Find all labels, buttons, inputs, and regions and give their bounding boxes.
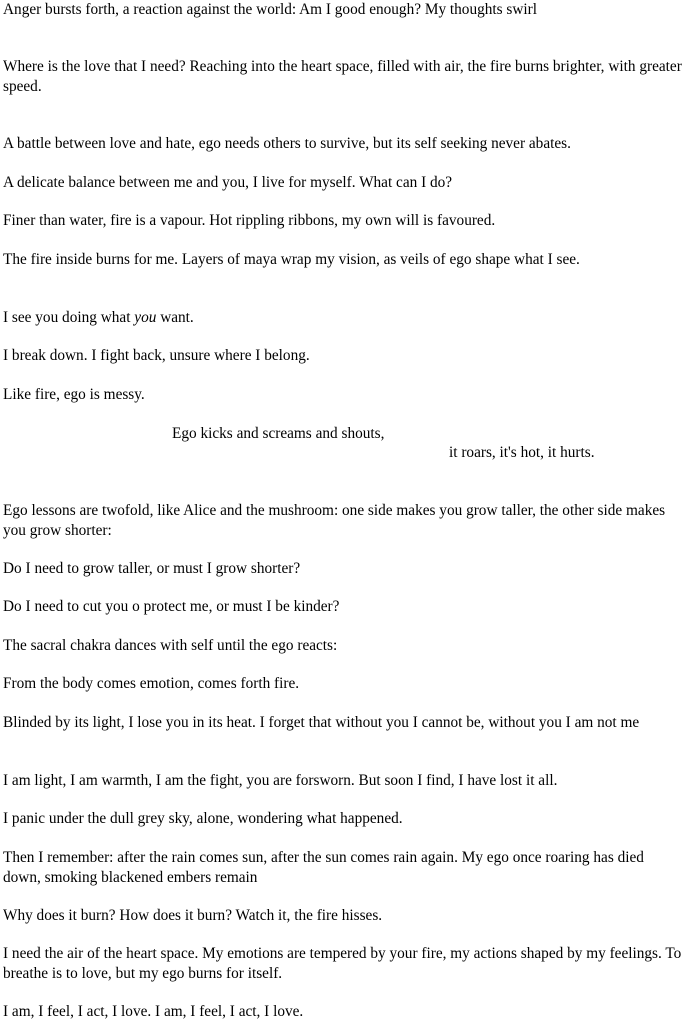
poem-paragraph-19: I panic under the dull grey sky, alone, wondering what happened. <box>3 810 403 827</box>
poem-paragraph-4: A delicate balance between me and you, I live for myself. What can I do? <box>3 174 453 191</box>
poem-paragraph-17: Blinded by its light, I lose you in its heat. I forget that without you I cannot be, without you I am not me <box>3 714 640 731</box>
poem-paragraph-22: I need the air of the heart space. My emotions are tempered by your fire, my actions shaped by my feelings. To breathe is to love, but my ego burns for itself. <box>3 945 682 982</box>
poem-paragraph-14: Do I need to cut you o protect me, or must I be kinder? <box>3 598 340 615</box>
poem-paragraph-23: I am, I feel, I act, I love. I am, I feel, I act, I love. <box>3 1003 304 1020</box>
poem-paragraph-8: I break down. I fight back, unsure where I belong. <box>3 347 310 364</box>
poem-paragraph-2: Where is the love that I need? Reaching into the heart space, filled with air, the fire burns brighter, with greater speed. <box>3 58 682 95</box>
poem-paragraph-7-text-a: I see you doing what <box>3 309 135 326</box>
poem-emphasis-you: you <box>134 309 157 326</box>
poem-indented-line-2: it roars, it's hot, it hurts. <box>449 444 595 461</box>
poem-paragraph-3: A battle between love and hate, ego needs others to survive, but its self seeking never abates. <box>3 135 571 152</box>
poem-paragraph-5: Finer than water, fire is a vapour. Hot rippling ribbons, my own will is favoured. <box>3 212 496 229</box>
poem-paragraph-18: I am light, I am warmth, I am the fight, you are forsworn. But soon I find, I have lost it all. <box>3 772 558 789</box>
poem-paragraph-7 <box>3 308 685 328</box>
poem-paragraph-20: Then I remember: after the rain comes sun, after the sun comes rain again. My ego once roaring has died down, smoking blackened embers remain <box>3 849 644 886</box>
poem-paragraph-9: Like fire, ego is messy. <box>3 386 145 403</box>
poem-paragraph-15: The sacral chakra dances with self until the ego reacts: <box>3 637 338 654</box>
poem-paragraph-13: Do I need to grow taller, or must I grow shorter? <box>3 560 301 577</box>
poem-paragraph-7-text-b: want. <box>156 309 194 326</box>
poem-paragraph-6: The fire inside burns for me. Layers of maya wrap my vision, as veils of ego shape what I see. <box>3 251 580 268</box>
poem-paragraph-12: Ego lessons are twofold, like Alice and the mushroom: one side makes you grow taller, the other side makes you grow shorter: <box>3 502 666 539</box>
poem-paragraph-16: From the body comes emotion, comes forth fire. <box>3 675 300 692</box>
poem-indented-line-1: Ego kicks and screams and shouts, <box>172 425 385 442</box>
poem-paragraph-21: Why does it burn? How does it burn? Watch it, the fire hisses. <box>3 907 383 924</box>
poem-paragraph-1: Anger bursts forth, a reaction against the world: Am I good enough? My thoughts swirl <box>3 1 538 18</box>
